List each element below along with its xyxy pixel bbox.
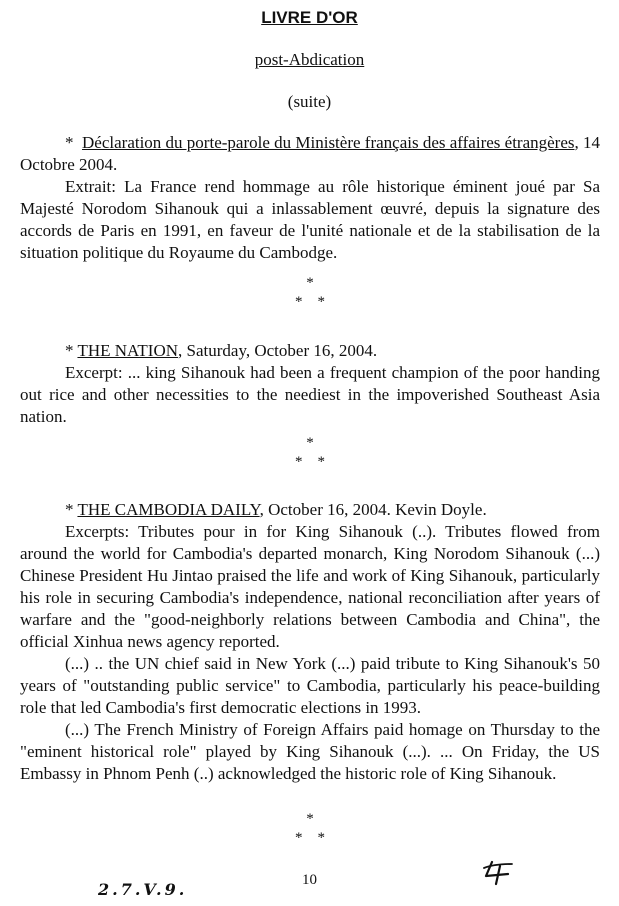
section-paragraph: Excerpts: Tributes pour in for King Sihanouk (..). Tributes flowed from around the world for Cambodia's departed monarch, King Norodom Sihanouk (...) Chinese President Hu Jintao praised the life and work of King Sihanouk, particularly his role in securing Cambodia's independence, national reconciliation after years of warfare and the "good-neighborly relations between Cambodia and China", the official Xinhua news agency reported.	[20, 522, 600, 651]
separator-stars	[280, 434, 340, 472]
section-france	[20, 132, 600, 264]
separator-top: *	[306, 275, 314, 291]
source-details: , 14 Octobre 2004.	[20, 133, 601, 174]
section-heading	[20, 340, 600, 362]
separator-bottom: * *	[295, 454, 325, 470]
page-subtitle: post-Abdication	[254, 50, 365, 69]
bullet: *	[65, 500, 74, 519]
section-heading	[20, 132, 600, 176]
section-the-nation	[20, 340, 600, 428]
separator-bottom: * *	[295, 294, 325, 310]
source-title: THE CAMBODIA DAILY	[77, 500, 260, 519]
separator-stars	[280, 274, 340, 312]
source-details: , October 16, 2004. Kevin Doyle.	[259, 500, 487, 519]
bullet: *	[65, 133, 74, 152]
section-heading	[20, 499, 600, 521]
suite-label: (suite)	[287, 92, 332, 111]
section-paragraph: Extrait: La France rend hommage au rôle historique éminent joué par Sa Majesté Norodom Sihanouk qui a inlassablement œuvré, depuis la signature des accords de Paris en 1991, en faveur de l'unité nationale et de la stabilisation de la situation politique du Royaume du Cambodge.	[20, 177, 600, 262]
separator-top: *	[306, 811, 314, 827]
source-title: Déclaration du porte-parole du Ministère français des affaires étrangères	[82, 133, 575, 152]
source-details: , Saturday, October 16, 2004.	[178, 341, 378, 360]
section-paragraph: Excerpt: ... king Sihanouk had been a frequent champion of the poor handing out rice and other necessities to the neediest in the impoverished Southeast Asia nation.	[20, 363, 600, 426]
page-number: 10	[302, 872, 317, 888]
separator-bottom: * *	[295, 830, 325, 846]
page-title: LIVRE D'OR	[261, 8, 358, 27]
separator-stars	[280, 810, 340, 848]
separator-top: *	[306, 435, 314, 451]
section-paragraph: (...) .. the UN chief said in New York (...) paid tribute to King Sihanouk's 50 years of "outstanding public service" to Cambodia, particularly his peace-building role that led Cambodia's first democratic elections in 1993.	[20, 654, 600, 717]
section-cambodia-daily	[20, 499, 600, 785]
section-paragraph: (...) The French Ministry of Foreign Affairs paid homage on Thursday to the "eminent historical role" played by King Sihanouk (...). ... On Friday, the US Embassy in Phnom Penh (..) acknowledged the historic role of King Sihanouk.	[20, 720, 600, 783]
bullet: *	[65, 341, 74, 360]
handwritten-date: 2.7.V.9.	[98, 880, 188, 899]
source-title: THE NATION	[77, 341, 179, 360]
handwritten-mark-icon	[478, 858, 520, 886]
